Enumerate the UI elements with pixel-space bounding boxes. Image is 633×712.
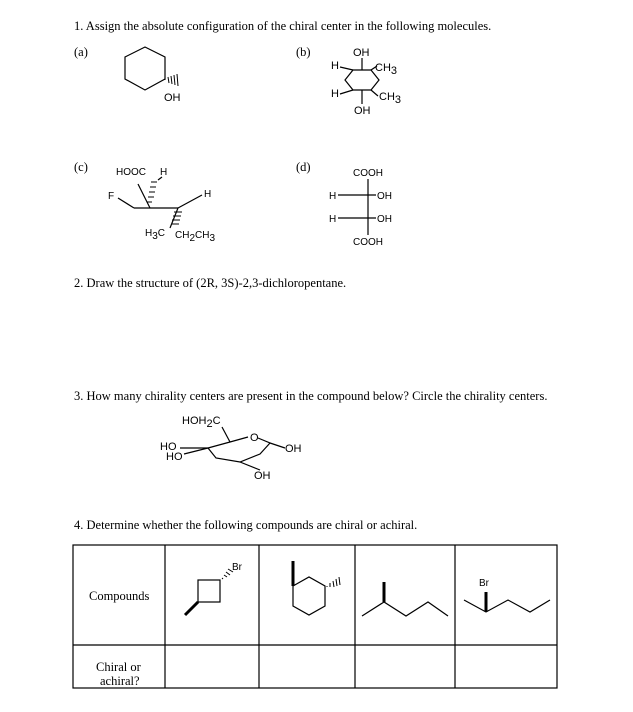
c-h-top: H	[160, 167, 168, 178]
b-h-top: H	[331, 60, 339, 72]
q1-label-d: (d)	[296, 160, 311, 174]
d-cooh-top: COOH	[353, 168, 383, 179]
q1-label-c: (c)	[74, 160, 88, 174]
compound-4	[464, 578, 550, 612]
molecule-d	[320, 160, 420, 255]
q3-ho-2: HO	[166, 451, 183, 463]
q3-oh-right: OH	[285, 443, 302, 455]
d-h-1: H	[329, 191, 337, 202]
q1-label-a: (a)	[74, 45, 88, 59]
c-hooc: HOOC	[116, 167, 146, 178]
d-cooh-bottom: COOH	[353, 237, 383, 248]
b-h-bottom: H	[331, 88, 339, 100]
question-1-text: 1. Assign the absolute configuration of the chiral center in the following molecules.	[74, 19, 492, 33]
d-oh-2: OH	[377, 214, 392, 225]
c-h3c: H3C	[145, 228, 166, 242]
question-2-text: 2. Draw the structure of (2R, 3S)-2,3-dichloropentane.	[74, 276, 347, 290]
chiral-header-line2: achiral?	[100, 674, 140, 688]
molecule-q3	[150, 410, 330, 490]
c-hashed-top	[147, 182, 157, 202]
molecule-a	[100, 45, 210, 115]
table-svg	[72, 544, 558, 690]
chiral-header-line1: Chiral or	[96, 660, 141, 674]
molecule-b	[325, 42, 415, 117]
d-h-2: H	[329, 214, 337, 225]
q1-label-b: (b)	[296, 45, 311, 59]
question-4-text: 4. Determine whether the following compounds are chiral or achiral.	[74, 518, 418, 532]
compound-3	[362, 582, 448, 616]
b-ch3-top: CH3	[375, 62, 398, 77]
compound-1	[185, 562, 243, 615]
compound-2	[293, 561, 340, 615]
compound-1-br: Br	[232, 562, 242, 573]
compound-4-br: Br	[479, 578, 489, 589]
question-3-text: 3. How many chirality centers are present in the compound below? Circle the chirality centers.	[74, 389, 548, 403]
c-ch2ch3: CH2CH3	[175, 230, 216, 244]
d-oh-1: OH	[377, 191, 392, 202]
q3-ho-1: HO	[160, 441, 177, 453]
c-h-right: H	[204, 189, 212, 200]
hashed-bond	[165, 74, 178, 86]
compounds-header: Compounds	[89, 589, 150, 603]
b-oh-bottom: OH	[354, 105, 371, 117]
b-ch3-bottom: CH3	[379, 91, 402, 106]
q3-oh-bottom: OH	[254, 470, 271, 482]
molecule-c	[100, 160, 240, 250]
c-f: F	[108, 191, 115, 202]
b-oh-top: OH	[353, 47, 370, 59]
chirality-table	[72, 544, 558, 695]
q3-ring-oxygen: O	[250, 432, 259, 444]
a-oh-label: OH	[164, 92, 181, 104]
q3-hoh2c: HOH2C	[182, 415, 221, 430]
